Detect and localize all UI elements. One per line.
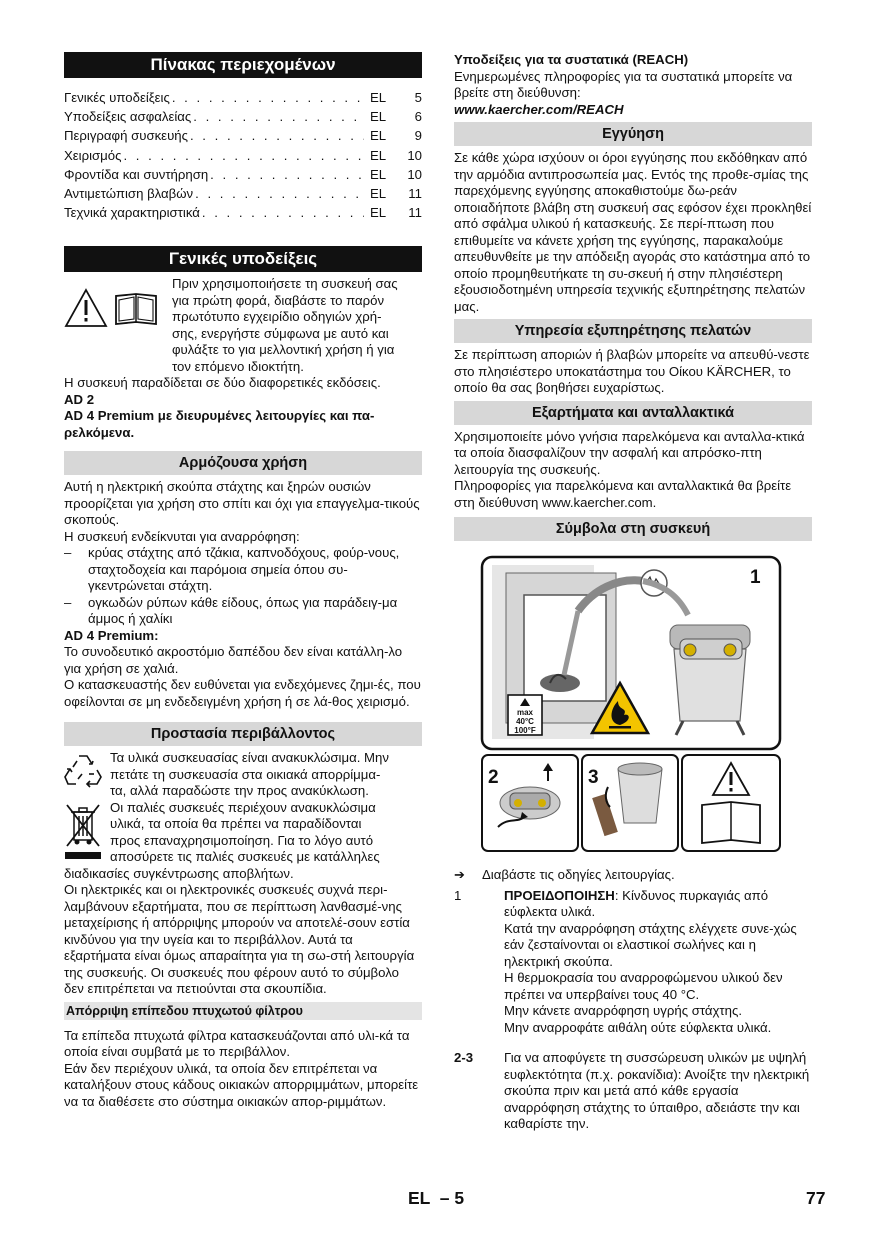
recycle-icon-box <box>64 750 110 800</box>
item-text: Κατά την αναρρόφηση στάχτης ελέγχετε συνε-χώς εάν ζεσταίνονται οι ελαστικοί σωλήνες και η ηλεκτρική σκούπα. <box>504 920 797 969</box>
footer-section-label: EL – 5 <box>408 1188 465 1208</box>
accessories-heading: Εξαρτήματα και ανταλλακτικά <box>454 401 812 425</box>
arrow-icon: ➔ <box>454 867 466 882</box>
right-column <box>454 52 812 1133</box>
temp-celsius: 40°C <box>516 717 534 726</box>
item-key: 1 <box>454 887 462 903</box>
warranty-text: Σε κάθε χώρα ισχύουν οι όροι εγγύησης που εκδόθηκαν από την αρμόδια αντιπροσωπεία μας. Εντός της προθε-σμίας της παρεχόμενης εγγύησης αποκαθιστούμε δω-ρεάν οποιαδήποτε βλάβη στη συσκευή σας εφόσον έχει προκληθεί από σφάλμα υλικού ή κατασκευής. Σε περί-πτωση που επιθυμείτε να κάνετε χρήση της εγγύησης, παρακαλούμε απευθυνθείτε με την απόδειξη αγοράς στο κατάστημα από το οποίο προμηθευτήκατε τη συ-σκευή ή στην πλησιέστερη εξουσιοδοτημένη υπηρεσία τεχνικής εξυπηρέτησης πελατών μας. <box>454 150 812 314</box>
proper-use-text: Το συνοδευτικό ακροστόμιο δαπέδου δεν είναι κατάλλη-λο για χρήση σε χαλιά. <box>64 644 403 676</box>
intro-line: Πριν χρησιμοποιήσετε τη συσκευή σας <box>172 276 398 292</box>
panel-number: 2 <box>488 767 499 788</box>
toc-lang: EL <box>370 205 387 221</box>
toc-title: Αντιμετώπιση βλαβών <box>64 186 194 202</box>
packaging-line: Τα υλικά συσκευασίας είναι ανακυκλώσιμα. Μην <box>110 750 389 766</box>
max-temp-label <box>508 708 542 735</box>
item-key: 2-3 <box>454 1050 474 1065</box>
label-graphic <box>478 555 784 853</box>
toc-page: 11 <box>408 205 422 221</box>
toc-leader <box>172 88 364 107</box>
toc-title: Χειρισμός <box>64 147 122 163</box>
toc-row[interactable] <box>64 126 422 145</box>
toc-title: Υποδείξεις ασφαλείας <box>64 109 192 125</box>
environment-text: Οι ηλεκτρικές και οι ηλεκτρονικές συσκευές συχνά περι-λαμβάνουν εξαρτήματα, που σε περίπτωση λανθασμέ-νης μεταχείρισης ή απόρριψης μπορούν να αποτελέ-σουν εστία κινδύνου για την υγεία και το περιβάλλον. Αυτά τα εξαρτήματα είναι όμως απαραίτητα για τη σω-στή λειτουργία της συσκευής. Οι συσκευές που φέρουν αυτό το σύμβολο δεν επιτρέπεται να πετιούνται στα σκουπίδια. <box>64 882 415 997</box>
premium-label: AD 4 Premium: <box>64 627 159 643</box>
versions-text: Η συσκευή παραδίδεται σε δύο διαφορετικές εκδόσεις. <box>64 375 381 391</box>
left-column <box>64 52 422 1110</box>
device-symbols-illustration <box>452 555 810 853</box>
recycle-icon <box>64 752 102 788</box>
temp-fahrenheit: 100°F <box>514 726 536 735</box>
max-label: max <box>516 708 533 717</box>
bullet-text: ογκωδών ρύπων κάθε είδους, όπως για παράδειγ-μα άμμος ή χαλίκι <box>88 594 398 627</box>
dash-bullet: – <box>64 594 72 610</box>
toc-title: Φροντίδα και συντήρηση <box>64 166 209 182</box>
symbols-heading: Σύμβολα στη συσκευή <box>454 517 812 541</box>
toc-list <box>64 88 422 222</box>
toc-row[interactable] <box>64 107 422 126</box>
weee-line: Οι παλιές συσκευές περιέχουν ανακυκλώσιμα <box>110 799 376 815</box>
proper-use-text: Αυτή η ηλεκτρική σκούπα στάχτης και ξηρών ουσιών προορίζεται για χρήση στο σπίτι και όχι για επαγγελμα-τικούς σκοπούς. <box>64 479 420 528</box>
accessories-text: Πληροφορίες για παρελκόμενα και ανταλλακτικά θα βρείτε στη διεύθυνση www.kaercher.com. <box>454 478 792 510</box>
read-manual-item <box>454 867 812 884</box>
filter-text: Τα επίπεδα πτυχωτά φίλτρα κατασκευάζονται από υλι-κά τα οποία είναι συμβατά με το περιβάλλον. <box>64 1027 410 1060</box>
weee-icon-box <box>64 800 110 866</box>
bullet-text: κρύας στάχτης από τζάκια, καπνοδόχους, φούρ-νους, σταχτοδοχεία και παρόμοια σημεία όπου συ-γκεντρώνεται στάχτη. <box>88 545 400 594</box>
bullet-item <box>64 545 422 595</box>
symbol-item-1 <box>454 888 812 1037</box>
proper-use-text: Η συσκευή ενδείκνυται για αναρρόφηση: <box>64 528 300 544</box>
dash-bullet: – <box>64 545 72 561</box>
general-intro <box>64 276 422 375</box>
toc-row[interactable] <box>64 165 422 184</box>
toc-lang: EL <box>370 128 387 144</box>
warning-manual-icons <box>64 276 172 375</box>
model-ad4: AD 4 Premium με διευρυμένες λειτουργίες και πα-ρελκόμενα. <box>64 408 375 440</box>
service-text: Σε περίπτωση αποριών ή βλαβών μπορείτε να απευθύ-νεστε στο πλησιέστερο υποκατάστημα του Οίκου KÄRCHER, το οποίο θα σας βοηθήσει ευχαρίστως. <box>454 347 810 395</box>
toc-title: Γενικές υποδείξεις <box>64 90 170 105</box>
toc-leader <box>195 184 364 203</box>
toc-page: 9 <box>414 128 422 144</box>
toc-page: 6 <box>414 109 422 125</box>
toc-lang: EL <box>370 109 387 125</box>
item-text: Για να αποφύγετε τη συσσώρευση υλικών με υψηλή ευφλεκτότητα (π.χ. ροκανίδια): Ανοίξτε την ηλεκτρική σκούπα πριν και μετά από κάθε εργασία αναρρόφηση στάχτης το ύπαιθρο, αδειάστε την και καθαρίστε την. <box>504 1050 810 1131</box>
toc-page: 5 <box>414 90 422 105</box>
weee-line: αποσύρετε τις παλιές συσκευές με κατάλληλες <box>110 849 380 865</box>
environment-heading: Προστασία περιβάλλοντος <box>64 722 422 746</box>
packaging-block <box>64 750 422 800</box>
intro-line: φυλάξτε το για μελλοντική χρήση ή για <box>172 342 395 358</box>
toc-row[interactable] <box>64 203 422 222</box>
reach-heading: Υποδείξεις για τα συστατικά (REACH) <box>454 52 689 67</box>
toc-page: 11 <box>408 186 422 202</box>
intro-line: σης, ενεργήστε σύμφωνα με αυτό και <box>172 325 389 341</box>
toc-leader <box>123 146 364 165</box>
packaging-line: πετάτε τη συσκευασία στα οικιακά απορρίμμα- <box>110 766 381 782</box>
toc-lang: EL <box>370 147 387 163</box>
toc-lang: EL <box>370 186 387 202</box>
crossed-bin-icon <box>64 802 102 860</box>
proper-use-text: Ο κατασκευαστής δεν ευθύνεται για ενδεχόμενες ζημι-ές, που οφείλονται σε μη ενδεδειγμένη χρήση ή σε λά-θος χειρισμό. <box>64 677 421 709</box>
panel-number: 3 <box>588 767 599 788</box>
toc-page: 10 <box>407 147 422 163</box>
toc-title: Τεχνικά χαρακτηριστικά <box>64 205 200 221</box>
item-text: Η θερμοκρασία του αναρροφώμενου υλικού δεν πρέπει να υπερβαίνει τους 40 °C. <box>504 970 783 1002</box>
toc-leader <box>193 107 364 126</box>
toc-title: Περιγραφή συσκευής <box>64 128 188 144</box>
toc-leader <box>210 165 364 184</box>
toc-heading: Πίνακας περιεχομένων <box>64 52 422 78</box>
intro-line: τον επόμενο ιδιοκτήτη. <box>172 358 304 374</box>
accessories-text: Χρησιμοποιείτε μόνο γνήσια παρελκόμενα και ανταλλα-κτικά τα οποία διασφαλίζουν την ασφαλή και απρόσκο-πτη λειτουργία της συσκευής. <box>454 428 805 477</box>
intro-line: πρωτότυπο εγχειρίδιο οδηγιών χρή- <box>172 309 382 325</box>
weee-line: διαδικασίες συγκέντρωσης αποβλήτων. <box>64 865 294 881</box>
weee-line: υλικά, τα οποία θα πρέπει να παραδίδονται <box>110 816 362 832</box>
bullet-item <box>64 595 422 628</box>
proper-use-heading: Αρμόζουσα χρήση <box>64 451 422 475</box>
toc-lang: EL <box>370 166 387 182</box>
reach-text: Ενημερωμένες πληροφορίες για τα συστατικά μπορείτε να βρείτε στη διεύθυνση: <box>454 68 793 100</box>
panel-number: 1 <box>750 567 761 588</box>
item-text: Μην αναρροφάτε αιθάλη ούτε εύφλεκτα υλικά. <box>504 1019 772 1035</box>
packaging-line: τα, αλλά παραδώστε την προς ανακύκλωση. <box>110 783 369 799</box>
model-ad2: AD 2 <box>64 391 95 407</box>
footer-page-number: 77 <box>806 1188 826 1208</box>
toc-leader <box>190 126 364 145</box>
symbol-item-2-3 <box>454 1050 812 1133</box>
item-text: Μην κάνετε αναρρόφηση υγρής στάχτης. <box>504 1003 742 1018</box>
general-heading: Γενικές υποδείξεις <box>64 246 422 272</box>
toc-leader <box>202 203 364 222</box>
toc-row[interactable] <box>64 88 422 107</box>
warning-text: : Κίνδυνος πυρκαγιάς από εύφλεκτα υλικά. <box>504 887 769 919</box>
filter-text: Εάν δεν περιέχουν υλικά, τα οποία δεν επιτρέπεται να καταλήξουν στους κάδους οικιακών απορριμμάτων, μπορείτε να τα διαθέσετε στο σύστημα οικιακών απορ-ριμμάτων. <box>64 1060 419 1109</box>
toc-row[interactable] <box>64 146 422 165</box>
toc-lang: EL <box>370 90 387 105</box>
warranty-heading: Εγγύηση <box>454 122 812 146</box>
toc-page: 10 <box>407 166 422 182</box>
intro-line: για πρώτη φορά, διαβάστε το παρόν <box>172 292 385 308</box>
service-heading: Υπηρεσία εξυπηρέτησης πελατών <box>454 319 812 343</box>
weee-block <box>64 800 422 866</box>
filter-disposal-heading: Απόρριψη επίπεδου πτυχωτού φίλτρου <box>64 1002 422 1020</box>
warning-book-icon <box>64 286 164 330</box>
toc-row[interactable] <box>64 184 422 203</box>
weee-line: προς επαναχρησιμοποίηση. Για το λόγο αυτό <box>110 832 374 848</box>
read-manual-text: Διαβάστε τις οδηγίες λειτουργίας. <box>482 867 675 882</box>
warning-label: ΠΡΟΕΙΔΟΠΟΙΗΣΗ <box>504 887 615 903</box>
reach-link[interactable]: www.kaercher.com/REACH <box>454 101 624 117</box>
